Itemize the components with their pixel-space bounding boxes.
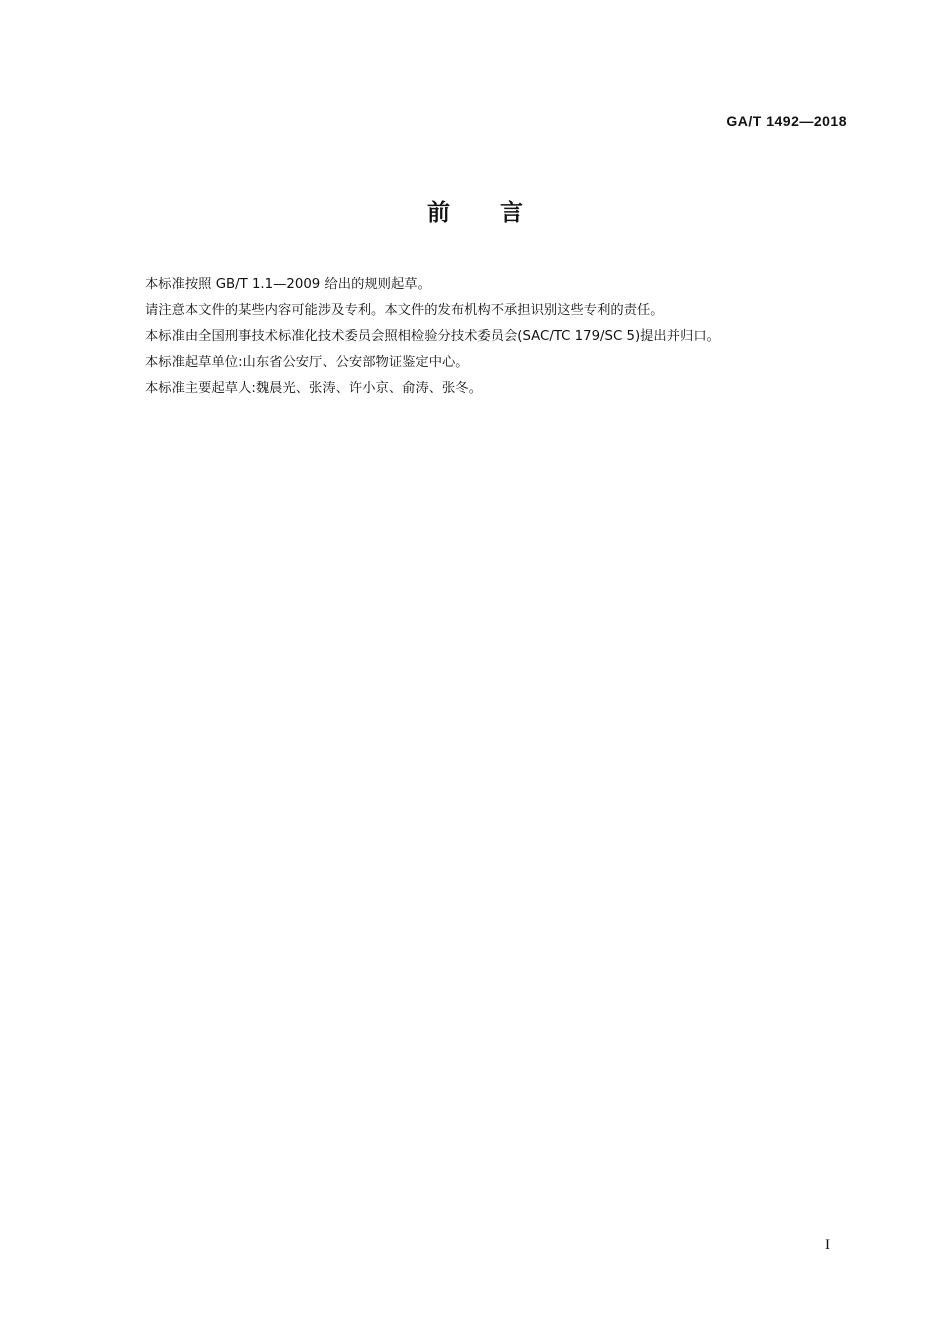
page-title: 前言 — [427, 200, 573, 226]
paragraph-drafting-rules: 本标准按照 GB/T 1.1—2009 给出的规则起草。 — [145, 277, 431, 292]
document-code: GA/T 1492—2018 — [726, 113, 847, 129]
page-number: I — [825, 1237, 830, 1253]
paragraph-proposer: 本标准由全国刑事技术标准化技术委员会照相检验分技术委员会(SAC/TC 179/SC 5)提出并归口。 — [145, 329, 720, 344]
paragraph-drafters: 本标准主要起草人:魏晨光、张涛、许小京、俞涛、张冬。 — [145, 381, 482, 396]
paragraph-drafting-units: 本标准起草单位:山东省公安厅、公安部物证鉴定中心。 — [145, 355, 469, 370]
paragraph-patent-notice: 请注意本文件的某些内容可能涉及专利。本文件的发布机构不承担识别这些专利的责任。 — [145, 303, 664, 318]
foreword-body — [112, 272, 850, 402]
